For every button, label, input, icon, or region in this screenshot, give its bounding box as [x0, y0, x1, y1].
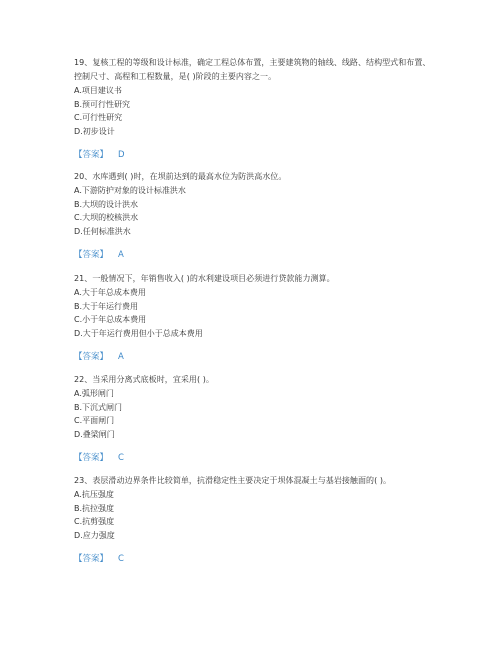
answer-label: 【答案】: [74, 352, 109, 362]
option-a: A.项目建议书: [74, 86, 122, 95]
option-b: B.大坝的设计洪水: [74, 199, 139, 209]
option-a: A.弧形闸门: [74, 389, 114, 398]
option-c: C.抗剪强度: [74, 517, 115, 526]
answer-label: 【答案】: [74, 554, 109, 564]
option-a: A.大于年总成本费用: [74, 288, 146, 297]
answer-label: 【答案】: [74, 453, 109, 463]
option-b: B.抗拉强度: [74, 503, 115, 513]
answer-line: [74, 552, 434, 566]
option-b: B.下沉式闸门: [74, 402, 123, 412]
option-d: D.叠梁闸门: [74, 429, 115, 439]
option-d: D.大于年运行费用但小于总成本费用: [74, 328, 203, 338]
option-d: D.初步设计: [74, 126, 115, 136]
answer-value: A: [118, 352, 124, 362]
answer-line: [74, 350, 434, 364]
option-a: A.抗压强度: [74, 490, 114, 499]
question-stem: 20、水库遇到( )时，在坝前达到的最高水位为防洪高水位。: [74, 172, 287, 181]
question-stem: 21、一般情况下，年销售收入( )的水利建设项目必须进行贷款能力测算。: [74, 274, 335, 283]
answer-label: 【答案】: [74, 250, 109, 260]
question-stem: 19、复核工程的等级和设计标准，确定工程总体布置，主要建筑物的轴线、线路、结构型式和布置、控制尺寸、高程和工程数量，是( )阶段的主要内容之一。: [74, 58, 431, 81]
answer-label: 【答案】: [74, 150, 109, 160]
answer-value: C: [118, 453, 124, 463]
question-20: [74, 170, 434, 262]
option-a: A.下游防护对象的设计标准洪水: [74, 186, 186, 195]
answer-line: [74, 148, 434, 162]
option-c: C.大坝的校核洪水: [74, 213, 139, 222]
answer-value: D: [118, 150, 125, 160]
question-19: [74, 56, 434, 162]
option-d: D.应力强度: [74, 530, 115, 540]
answer-line: [74, 248, 434, 262]
option-c: C.小于年总成本费用: [74, 315, 147, 324]
option-b: B.大于年运行费用: [74, 301, 139, 311]
option-c: C.平面闸门: [74, 416, 115, 425]
answer-value: C: [118, 554, 124, 564]
question-21: [74, 272, 434, 364]
option-c: C.可行性研究: [74, 113, 123, 122]
question-stem: 22、当采用分离式底板时，宜采用( )。: [74, 375, 214, 384]
answer-line: [74, 451, 434, 465]
answer-value: A: [118, 250, 124, 260]
question-22: [74, 373, 434, 465]
option-d: D.任何标准洪水: [74, 226, 131, 236]
document-page: [74, 56, 434, 566]
option-b: B.预可行性研究: [74, 99, 131, 109]
question-stem: 23、表层滑动边界条件比较简单，抗滑稳定性主要决定于坝体混凝土与基岩接触面的( )。: [74, 476, 392, 485]
question-23: [74, 474, 434, 566]
